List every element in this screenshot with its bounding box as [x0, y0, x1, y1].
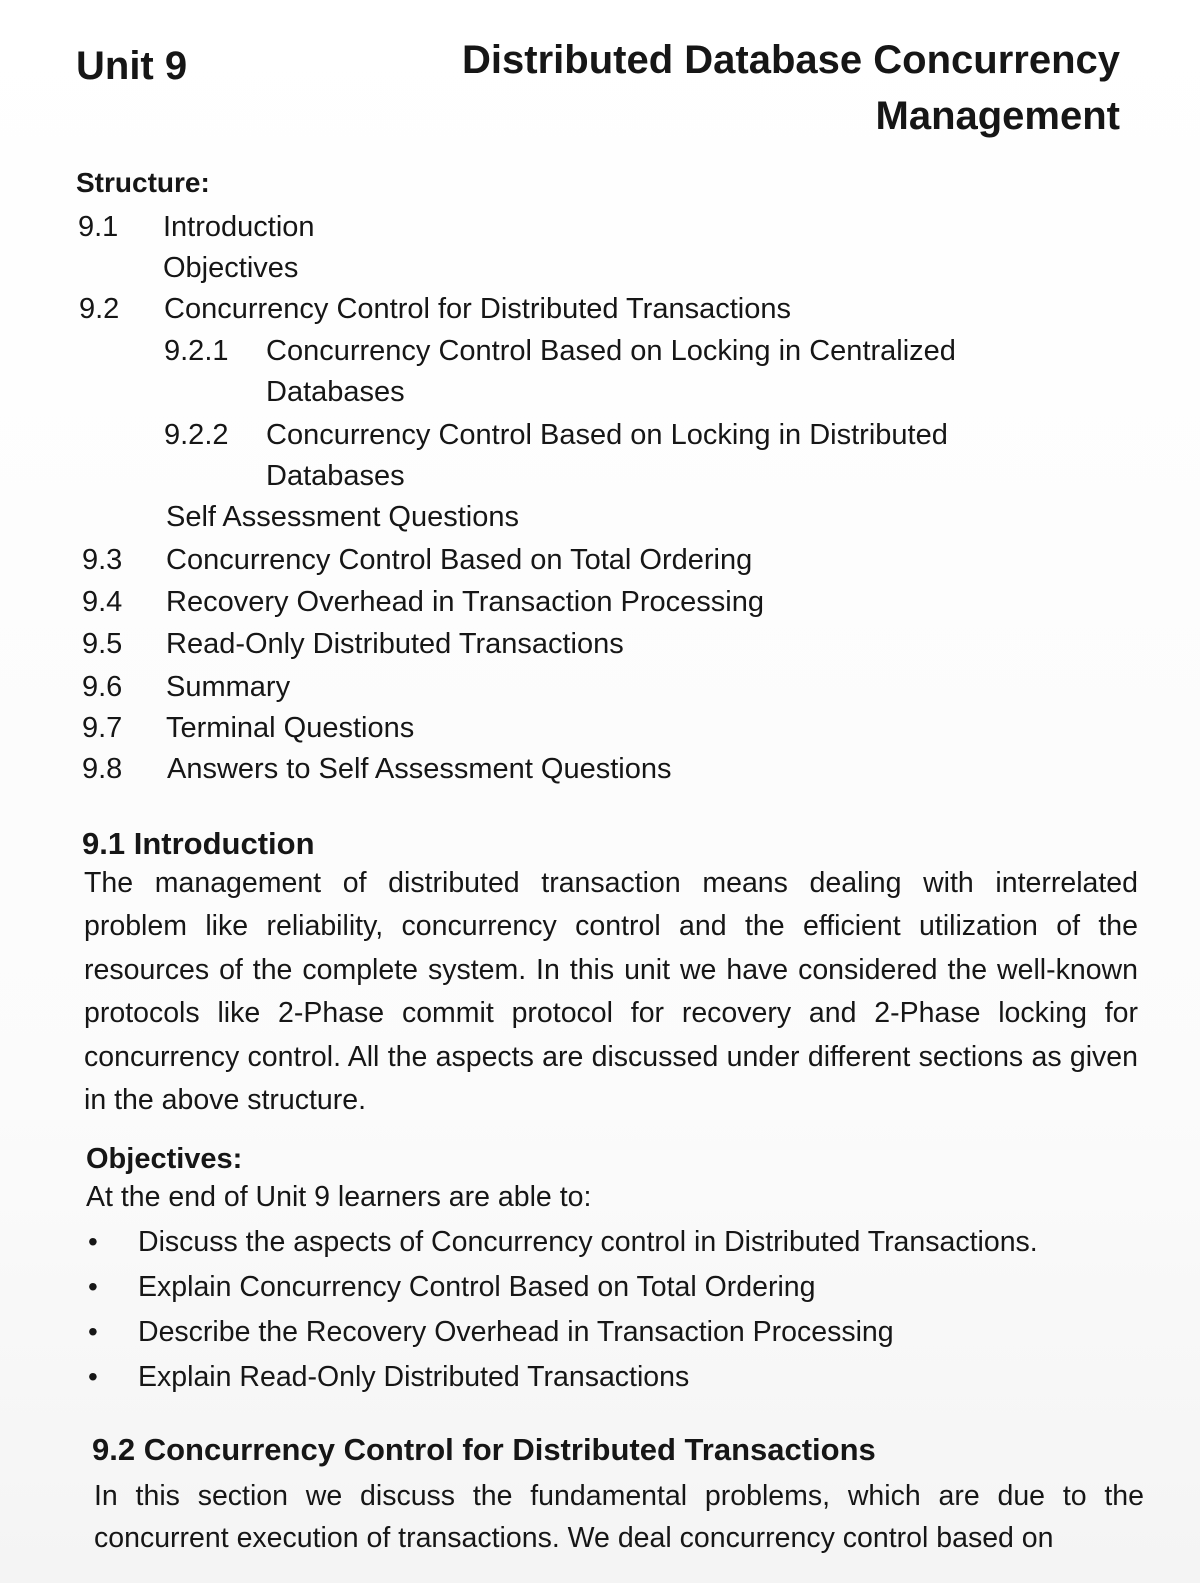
- toc-number: 9.1: [78, 211, 119, 243]
- toc-number: 9.6: [82, 671, 123, 703]
- objectives-heading: Objectives:: [86, 1143, 243, 1175]
- toc-number: 9.4: [82, 586, 123, 618]
- list-item-text: Explain Concurrency Control Based on Total Ordering: [138, 1271, 816, 1303]
- bullet-icon: •: [88, 1226, 98, 1257]
- toc-text: Read-Only Distributed Transactions: [166, 628, 624, 660]
- section-9-2-paragraph: In this section we discuss the fundamental problems, which are due to the concurrent execution of transactions. We deal concurrency control based on: [94, 1480, 1144, 1554]
- toc-text: Concurrency Control Based on Locking in Distributed: [266, 419, 948, 451]
- unit-title-line-2: Management: [875, 94, 1120, 138]
- toc-text: Concurrency Control Based on Total Ordering: [166, 544, 753, 576]
- section-number: 9.2: [92, 1432, 136, 1467]
- section-heading-concurrency-control: [92, 1432, 876, 1468]
- toc-text: Objectives: [163, 252, 299, 284]
- introduction-paragraph: The management of distributed transaction means dealing with interrelated problem like reliability, concurrency control and the efficient utilization of the resources of the complete system. In this unit we have considered the well-known protocols like 2-Phase commit protocol for recovery and 2-Phase locking for concurrency control. All the aspects are discussed under different sections as given in the above structure.: [84, 867, 1138, 1117]
- toc-text: Introduction: [163, 211, 315, 243]
- unit-label: Unit 9: [76, 44, 188, 88]
- list-item-text: Discuss the aspects of Concurrency control in Distributed Transactions.: [138, 1226, 1038, 1258]
- list-item-text: Describe the Recovery Overhead in Transaction Processing: [138, 1316, 894, 1348]
- toc-text: Self Assessment Questions: [166, 501, 519, 533]
- section-heading-introduction: [82, 826, 315, 862]
- section-title: Introduction: [133, 826, 315, 861]
- bullet-icon: •: [88, 1361, 98, 1392]
- toc-number: 9.7: [82, 712, 123, 744]
- toc-text: Terminal Questions: [166, 712, 415, 744]
- structure-heading: Structure:: [76, 167, 210, 198]
- toc-number: 9.8: [82, 753, 123, 785]
- toc-number: 9.5: [82, 628, 123, 660]
- unit-title-line-1: Distributed Database Concurrency: [462, 38, 1120, 82]
- toc-text: Databases: [266, 460, 405, 492]
- bullet-icon: •: [88, 1271, 98, 1302]
- toc-number: 9.2.2: [164, 419, 229, 451]
- toc-text: Concurrency Control for Distributed Transactions: [164, 293, 791, 325]
- toc-text: Databases: [266, 376, 405, 408]
- bullet-icon: •: [88, 1316, 98, 1347]
- unit-title: [370, 32, 1120, 144]
- toc-number: 9.2: [79, 293, 120, 325]
- toc-number: 9.3: [82, 544, 123, 576]
- list-item-text: Explain Read-Only Distributed Transactions: [138, 1361, 690, 1393]
- toc-text: Recovery Overhead in Transaction Processing: [166, 586, 765, 618]
- toc-text: Concurrency Control Based on Locking in Centralized: [266, 335, 956, 367]
- section-title: Concurrency Control for Distributed Transactions: [143, 1432, 876, 1467]
- toc-text: Answers to Self Assessment Questions: [167, 753, 672, 785]
- toc-number: 9.2.1: [164, 335, 229, 367]
- objectives-intro: At the end of Unit 9 learners are able to:: [86, 1181, 592, 1213]
- toc-text: Summary: [166, 671, 291, 703]
- section-number: 9.1: [82, 826, 126, 861]
